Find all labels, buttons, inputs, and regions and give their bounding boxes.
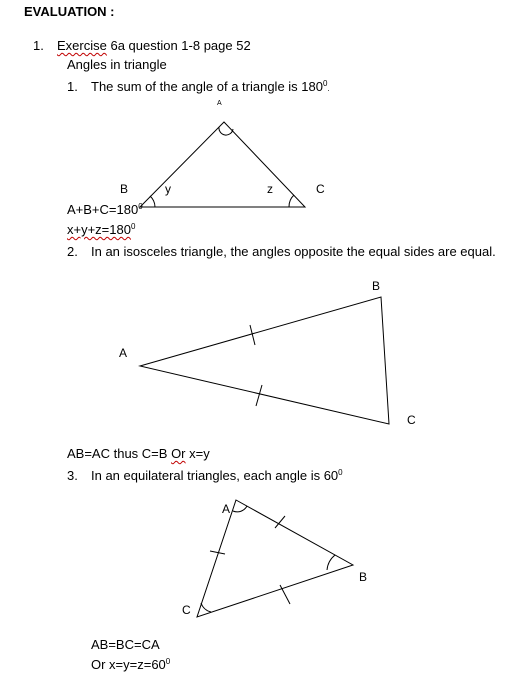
point-1-number: 1. — [67, 79, 78, 94]
point-2-statement: In an isosceles triangle, the angles opposite the equal sides are equal. — [91, 244, 496, 259]
point-2-number: 2. — [67, 244, 78, 259]
figure-3-vertex-c: C — [182, 603, 191, 617]
figure-1-equation-1: $A+B+C=180^0$ — [67, 202, 143, 217]
exercise-word: Exercise — [57, 38, 107, 53]
figure-3-equation-2: Or $x=y=z=60^0$ — [91, 657, 171, 672]
point-3-statement: In an equilateral triangles, each angle is $60^0$ — [91, 468, 343, 483]
item-number: 1. — [33, 38, 44, 53]
page-heading: EVALUATION : — [24, 4, 115, 19]
figure-1-equation-2: $x+y+z=180^0$ — [67, 222, 136, 237]
exercise-rest: 6a question 1-8 page 52 — [106, 38, 251, 53]
figure-1-angle-y: y — [165, 182, 171, 196]
angle-arc-a — [233, 506, 247, 512]
tick-mark-ac — [210, 551, 225, 554]
figure-2-vertex-c: C — [407, 413, 416, 427]
triangle-3-outline — [197, 500, 353, 617]
figure-1-vertex-b: B — [120, 182, 129, 196]
angle-arc-b — [327, 555, 335, 570]
figure-2-vertex-a: A — [119, 346, 128, 360]
topic-title: Angles in triangle — [67, 57, 167, 72]
figure-2-conclusion: AB=AC thus C=B Or x=y — [67, 446, 210, 461]
point-1-statement: The sum of the angle of a triangle is $180^0$. — [91, 79, 330, 94]
figure-3-vertex-a: A — [222, 502, 231, 516]
figure-3-vertex-b: B — [359, 570, 368, 584]
angle-arc-c — [201, 603, 211, 612]
figure-1-angle-z: z — [267, 182, 273, 196]
figure-1-vertex-a: A — [217, 100, 222, 107]
figure-1-vertex-c: C — [316, 182, 325, 196]
figure-3-equation-1: AB=BC=CA — [91, 637, 160, 652]
point-3-number: 3. — [67, 468, 78, 483]
figure-2-vertex-b: B — [372, 279, 381, 293]
